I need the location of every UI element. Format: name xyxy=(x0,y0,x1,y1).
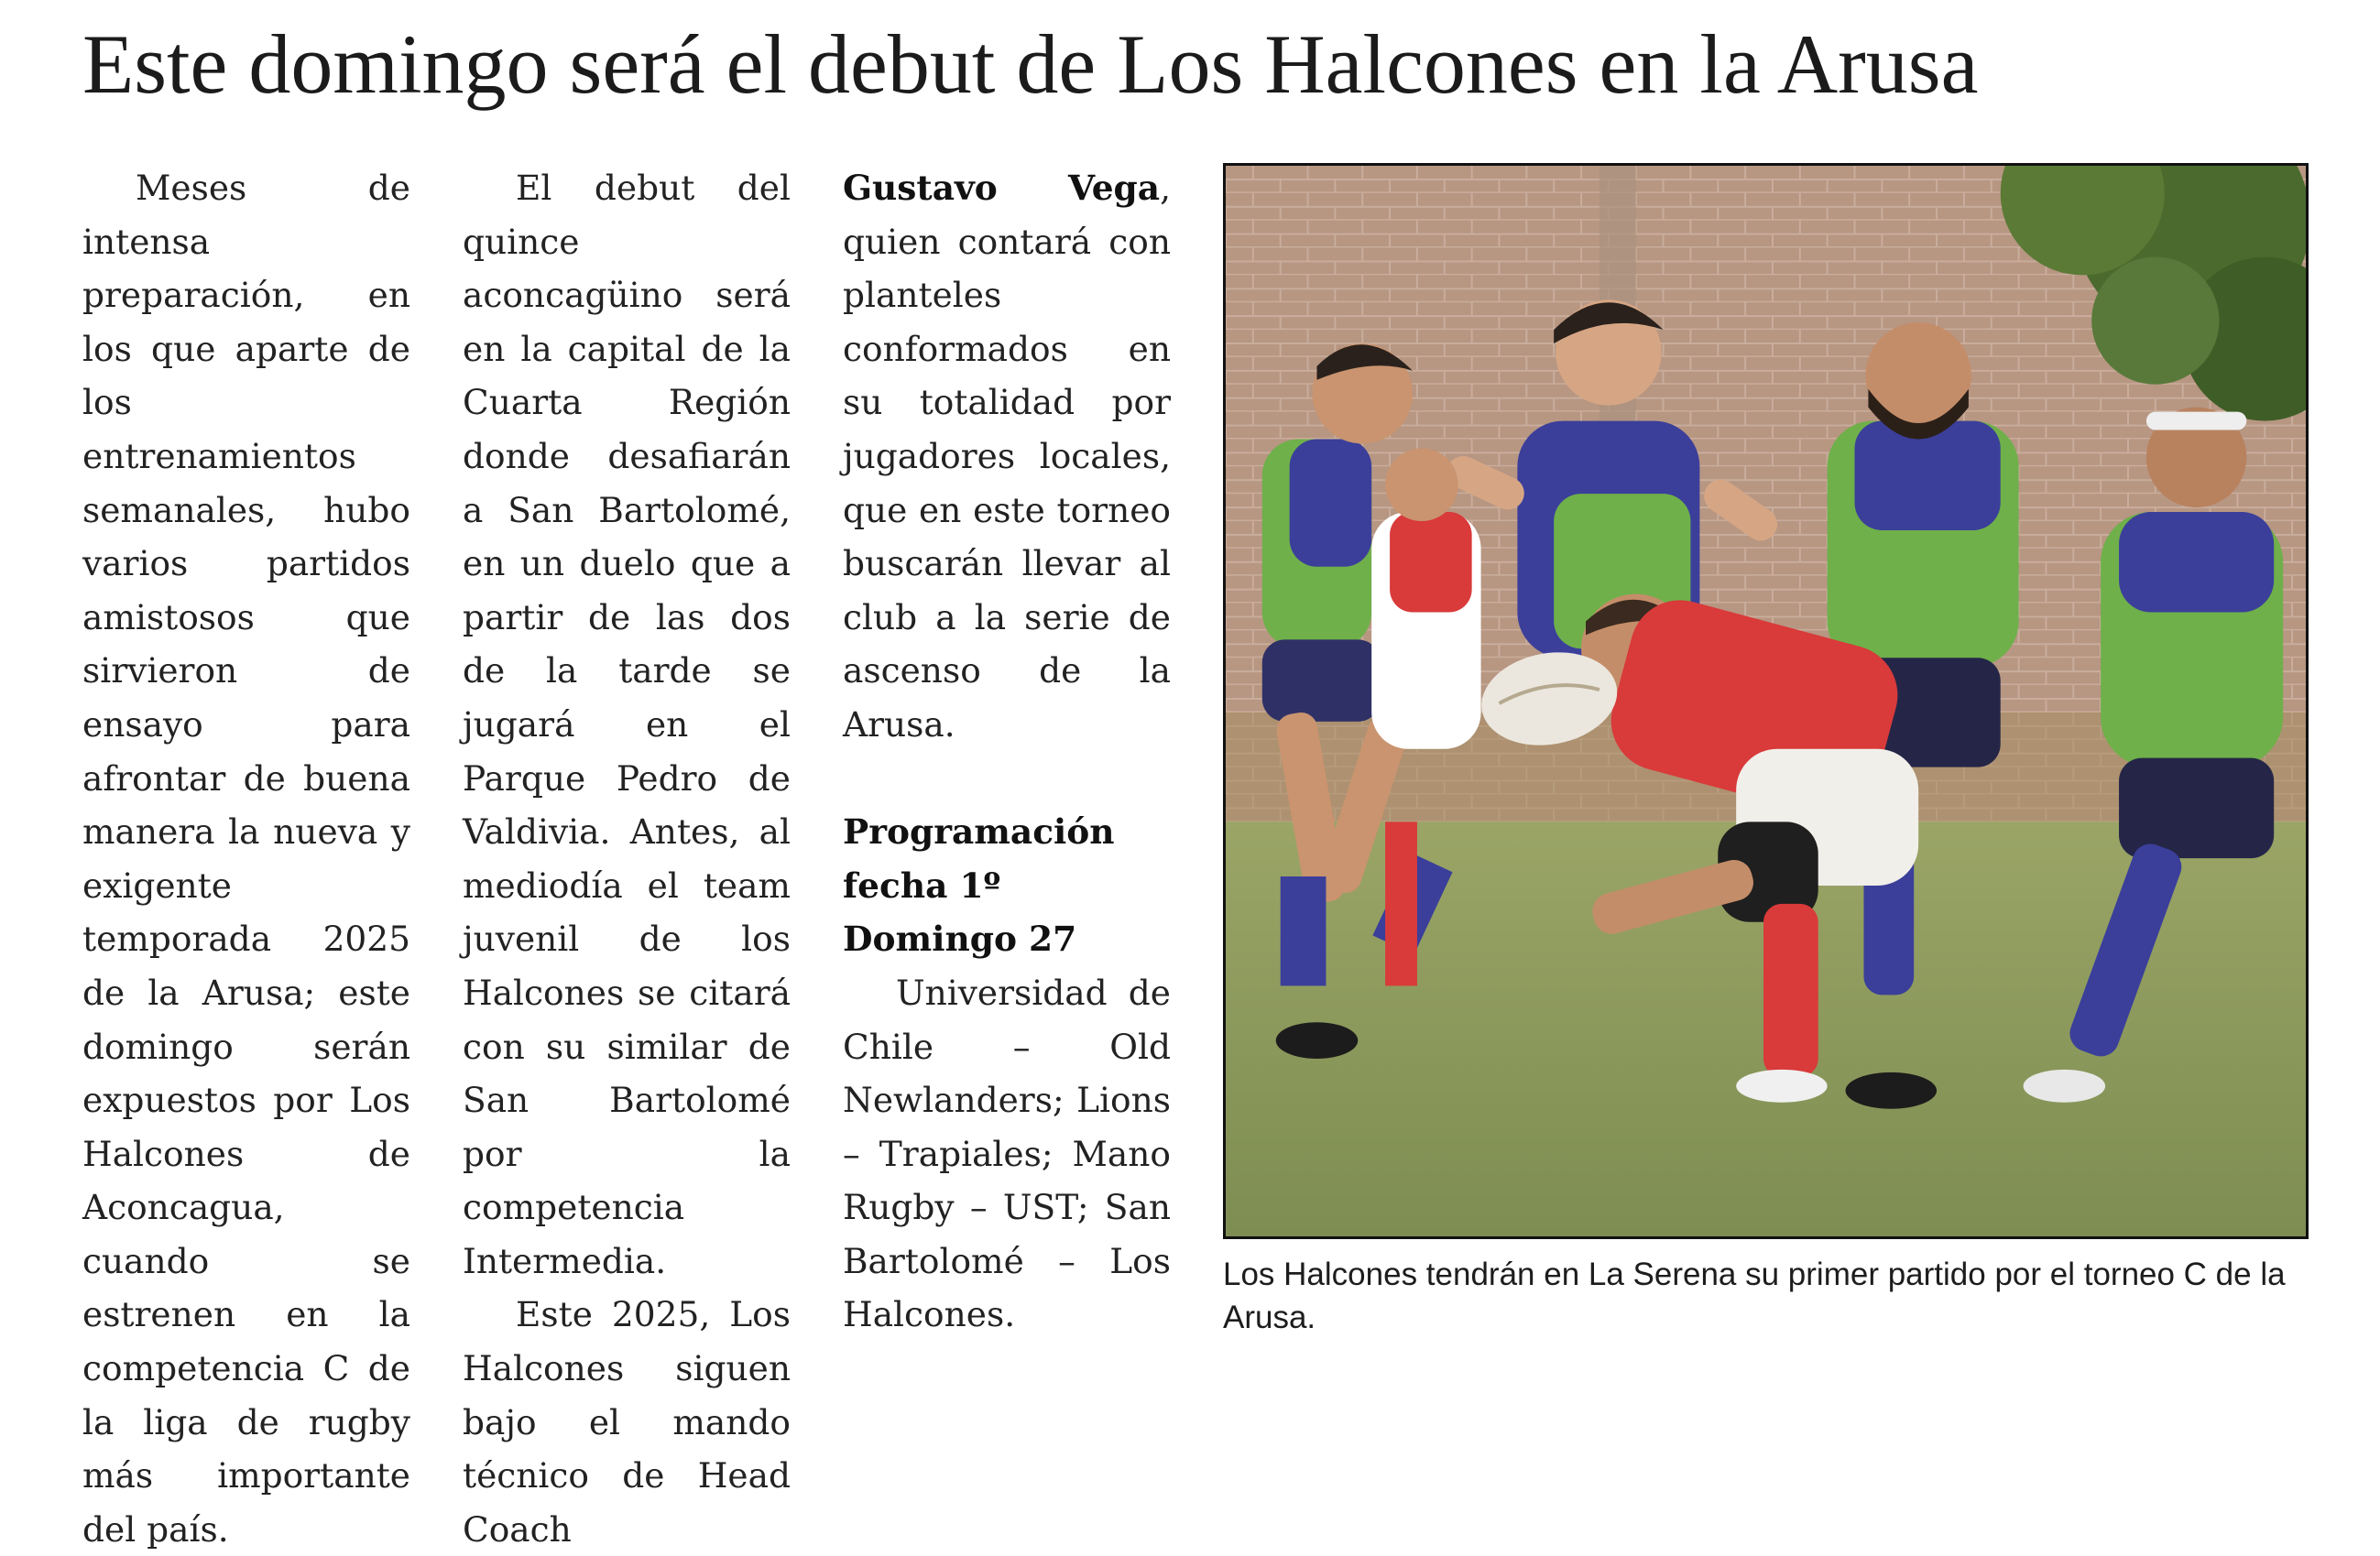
photo-illustration xyxy=(1226,166,2306,1236)
schedule-heading-line-2: fecha 1º xyxy=(843,865,1001,906)
schedule-heading xyxy=(843,805,1171,966)
article-column-1 xyxy=(82,161,410,1556)
schedule-matches: Universidad de Chile – Old Newlanders; Lions – Trapiales; Mano Rugby – UST; San Bartolomé – Los Halcones. xyxy=(843,972,1171,1335)
coach-name: Gustavo Vega xyxy=(843,168,1161,208)
schedule-heading-line-3: Domingo 27 xyxy=(843,919,1077,960)
paragraph-3-continuation xyxy=(843,161,1171,752)
photo-caption: Los Halcones tendrán en La Serena su primer partido por el torneo C de la Arusa. xyxy=(1223,1257,2286,1335)
paragraph-1: Meses de intensa preparación, en los que aparte de los entrenamientos semanales, hubo varios partidos amistosos que sirvieron de ensayo para afrontar de buena manera la nueva y exigente temporada 2025 de la Arusa; este domingo serán expuestos por Los Halcones de Aconcagua, cuando se estrenen en la competencia C de la liga de rugby más importante del país. xyxy=(82,168,410,1550)
article-column-3 xyxy=(843,161,1171,1342)
headline: Este domingo será el debut de Los Halcones en la Arusa xyxy=(82,17,1979,111)
rugby-match-photo xyxy=(1223,163,2309,1239)
article-column-2 xyxy=(463,161,791,1556)
paragraph-3-end: , quien contará con planteles conformados en su totalidad por jugadores locales, que en este torneo buscarán llevar al club a la serie de ascenso de la Arusa. xyxy=(843,168,1171,745)
paragraph-2: El debut del quince aconcagüino será en la capital de la Cuarta Región donde desafiarán a San Bartolomé, en un duelo que a partir de las dos de la tarde se jugará en el Parque Pedro de Valdivia. Antes, al mediodía el team juvenil de los Halcones se citará con su similar de San Bartolomé por la competencia Intermedia. xyxy=(463,168,791,1281)
paragraph-3-start: Este 2025, Los Halcones siguen bajo el mando técnico de Head Coach xyxy=(463,1294,791,1550)
schedule-heading-line-1: Programación xyxy=(843,811,1115,853)
